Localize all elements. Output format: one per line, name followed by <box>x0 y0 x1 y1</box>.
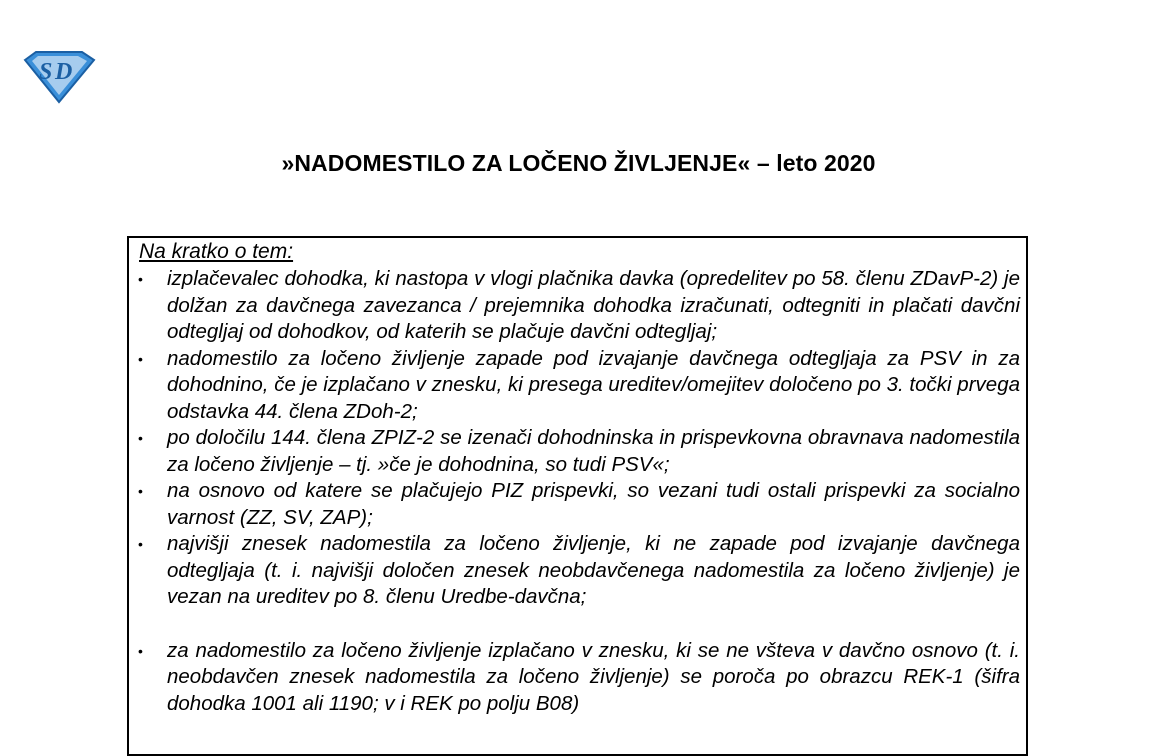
list-item <box>129 638 1028 718</box>
list-item <box>129 266 1028 346</box>
bullet-icon: • <box>138 430 143 446</box>
list-item <box>129 346 1028 426</box>
summary-box <box>127 236 1028 756</box>
list-item-text: najvišji znesek nadomestila za ločeno življenje, ki ne zapade pod izvajanje davčnega odtegljaja (t. i. najvišji določen znesek neobdavčenega nadomestila za ločeno življenje) je vezan na ureditev po 8. členu Uredbe-davčna; <box>167 532 1020 608</box>
list-item-text: na osnovo od katere se plačujejo PIZ prispevki, so vezani tudi ostali prispevki za socialno varnost (ZZ, SV, ZAP); <box>167 479 1020 529</box>
bullet-icon: • <box>138 483 143 499</box>
list-item <box>129 531 1028 611</box>
list-item-text: po določilu 144. člena ZPIZ-2 se izenači dohodninska in prispevkovna obravnava nadomestila za ločeno življenje – tj. »če je dohodnina, so tudi PSV«; <box>167 426 1020 476</box>
bullet-icon: • <box>138 271 143 287</box>
list-item-text: za nadomestilo za ločeno življenje izplačano v znesku, ki se ne všteva v davčno osnovo (t. i. neobdavčen znesek nadomestila za ločeno življenje) se poroča po obrazcu REK-1 (šifra dohodka 1001 ali 1190; v i REK po polju B08) <box>167 638 1020 715</box>
svg-text:S: S <box>39 59 53 85</box>
sd-logo-icon <box>22 50 96 104</box>
list-item <box>129 478 1028 531</box>
bullet-icon: • <box>138 350 143 367</box>
summary-list <box>129 266 1028 717</box>
bullet-icon: • <box>138 536 143 552</box>
bullet-icon: • <box>138 642 143 659</box>
svg-text:D: D <box>55 59 73 85</box>
list-item-text: nadomestilo za ločeno življenje zapade pod izvajanje davčnega odtegljaja za PSV in za dohodnino, če je izplačano v znesku, ki presega ureditev/omejitev določeno po 3. točki prvega odstavka 44. člena ZDoh-2; <box>167 346 1020 423</box>
list-item-text: izplačevalec dohodka, ki nastopa v vlogi plačnika davka (opredelitev po 58. členu ZDavP-2) je dolžan za davčnega zavezanca / prejemnika dohodka izračunati, odtegniti in plačati davčni odtegljaj od dohodkov, od katerih se plačuje davčni odtegljaj; <box>167 267 1020 343</box>
list-item <box>129 425 1028 478</box>
summary-heading: Na kratko o tem: <box>139 240 294 263</box>
document-title: »NADOMESTILO ZA LOČENO ŽIVLJENJE« – leto 2020 <box>281 150 876 176</box>
